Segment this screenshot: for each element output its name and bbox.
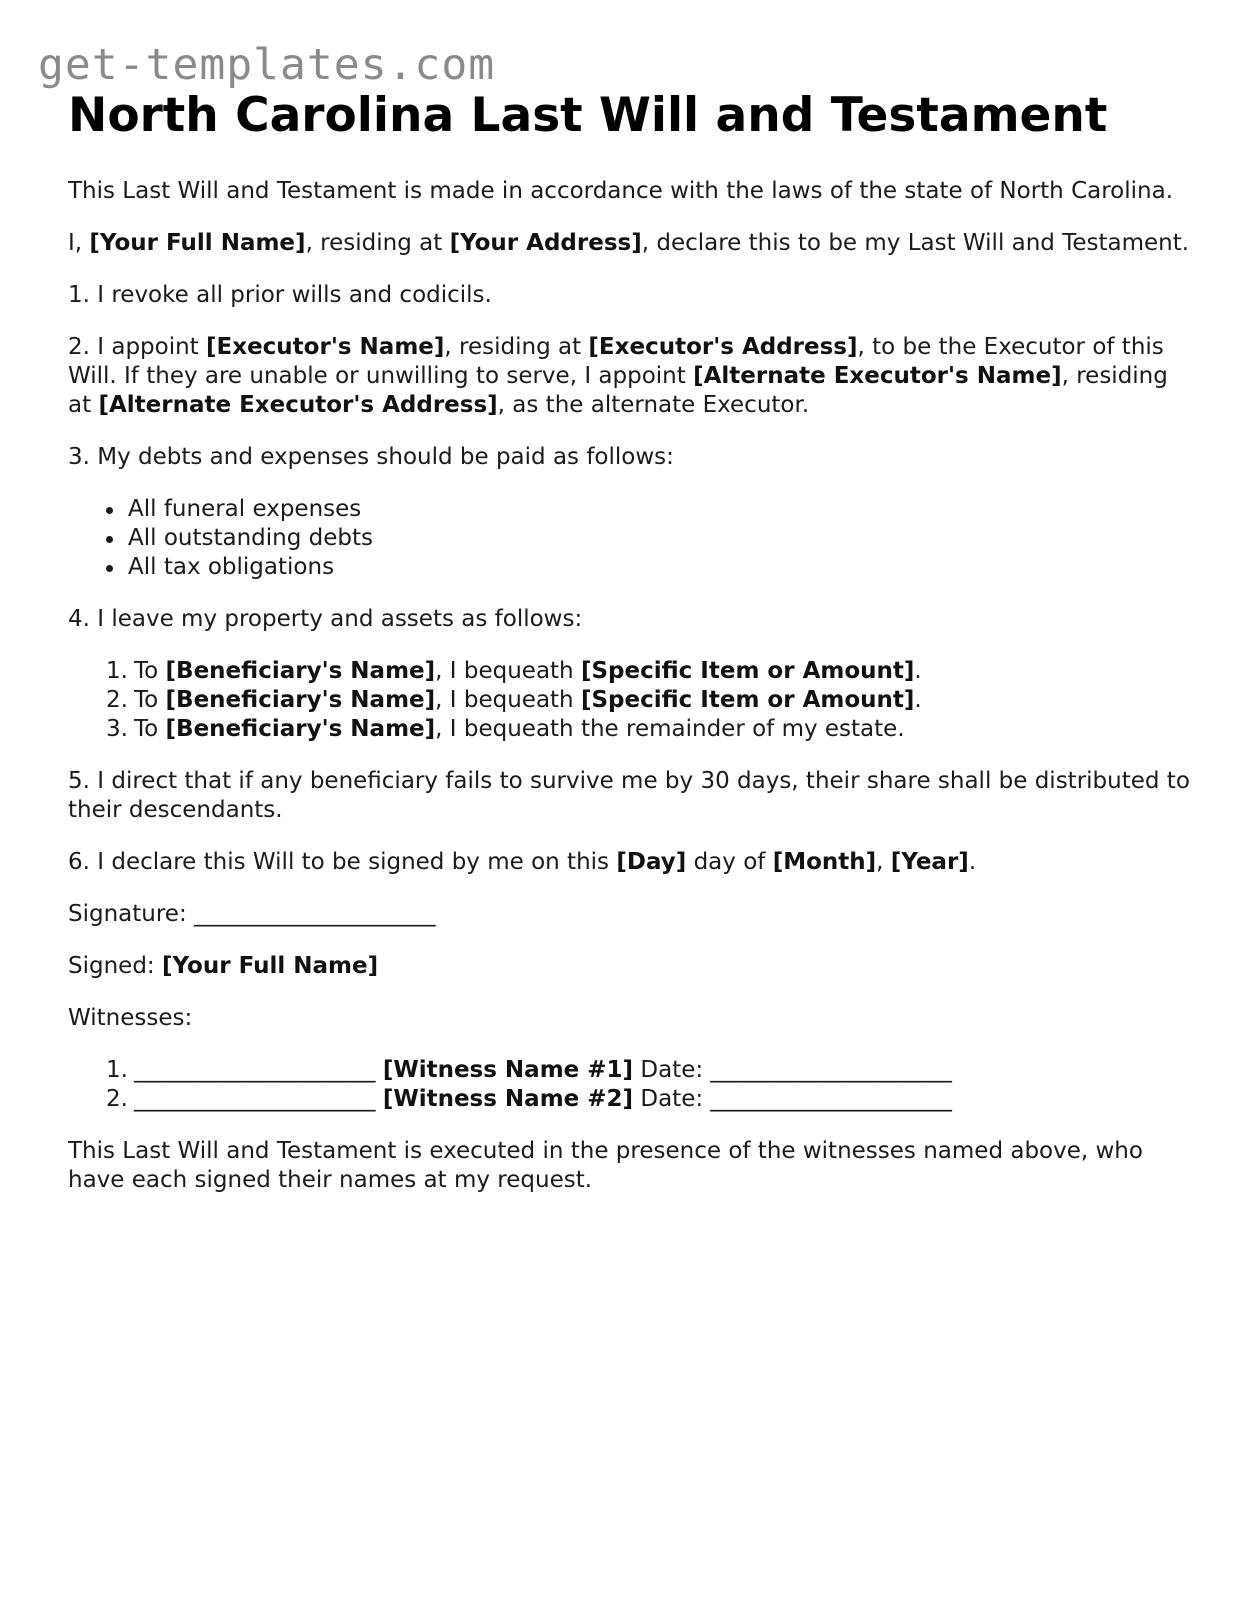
witness-date-blank[interactable]: _____________________ (710, 1057, 952, 1083)
list-item: 1. _____________________ [Witness Name #1] Date: _____________________ (106, 1057, 952, 1083)
testator-name-placeholder: [Your Full Name] (89, 230, 306, 256)
intro-paragraph: This Last Will and Testament is made in accordance with the laws of the state of North Carolina. (68, 178, 1174, 204)
clause-1: 1. I revoke all prior wills and codicils. (68, 282, 492, 308)
signature-line: Signature: _____________________ (68, 901, 436, 927)
list-item: All funeral expenses (128, 495, 1198, 524)
clause-4: 4. I leave my property and assets as follows: (68, 606, 583, 632)
specific-item-placeholder: [Specific Item or Amount] (580, 687, 915, 713)
day-placeholder: [Day] (616, 849, 687, 875)
list-item: 1. To [Beneficiary's Name], I bequeath [Specific Item or Amount]. (106, 658, 922, 684)
list-item: All outstanding debts (128, 524, 1198, 553)
closing-paragraph: This Last Will and Testament is executed in the presence of the witnesses named above, who have each signed their names at my request. (68, 1138, 1143, 1193)
clause-6: 6. I declare this Will to be signed by me on this [Day] day of [Month], [Year]. (68, 849, 977, 875)
declaration-paragraph: I, [Your Full Name], residing at [Your Address], declare this to be my Last Will and Testament. (68, 230, 1190, 256)
list-item: 3. To [Beneficiary's Name], I bequeath the remainder of my estate. (106, 716, 905, 742)
debts-list (68, 495, 1198, 582)
witness-signature-blank[interactable]: _____________________ (134, 1086, 376, 1112)
document-title: North Carolina Last Will and Testament (68, 88, 1108, 143)
witness-date-blank[interactable]: _____________________ (710, 1086, 952, 1112)
witness-name-placeholder: [Witness Name #1] (382, 1057, 634, 1083)
clause-2: 2. I appoint [Executor's Name], residing at [Executor's Address], to be the Executor of this Will. If they are unable or unwilling to serve, I appoint [Alternate Executor's Name], residing at [Alternate Executor's Address], as the alternate Executor. (68, 334, 1168, 418)
year-placeholder: [Year] (890, 849, 969, 875)
witness-name-placeholder: [Witness Name #2] (382, 1086, 634, 1112)
signature-blank[interactable]: _____________________ (194, 901, 436, 927)
specific-item-placeholder: [Specific Item or Amount] (580, 658, 915, 684)
witnesses-label: Witnesses: (68, 1005, 193, 1031)
witnesses-list (68, 1056, 1198, 1114)
witness-signature-blank[interactable]: _____________________ (134, 1057, 376, 1083)
list-item: 2. To [Beneficiary's Name], I bequeath [Specific Item or Amount]. (106, 687, 922, 713)
beneficiary-name-placeholder: [Beneficiary's Name] (165, 658, 436, 684)
list-item: 2. _____________________ [Witness Name #2] Date: _____________________ (106, 1086, 952, 1112)
month-placeholder: [Month] (772, 849, 877, 875)
signed-line: Signed: [Your Full Name] (68, 953, 379, 979)
beneficiary-name-placeholder: [Beneficiary's Name] (165, 716, 436, 742)
signer-name-placeholder: [Your Full Name] (161, 953, 379, 979)
alternate-executor-address-placeholder: [Alternate Executor's Address] (98, 392, 498, 418)
list-item: All tax obligations (128, 553, 1198, 582)
watermark-logo: get-templates.com (38, 40, 496, 90)
clause-3: 3. My debts and expenses should be paid as follows: (68, 444, 674, 470)
document-page (68, 86, 1198, 1195)
clause-5: 5. I direct that if any beneficiary fails to survive me by 30 days, their share shall be distributed to their descendants. (68, 768, 1190, 823)
executor-address-placeholder: [Executor's Address] (588, 334, 858, 360)
bequests-list (68, 657, 1198, 744)
beneficiary-name-placeholder: [Beneficiary's Name] (165, 687, 436, 713)
testator-address-placeholder: [Your Address] (449, 230, 642, 256)
executor-name-placeholder: [Executor's Name] (206, 334, 445, 360)
alternate-executor-name-placeholder: [Alternate Executor's Name] (693, 363, 1062, 389)
